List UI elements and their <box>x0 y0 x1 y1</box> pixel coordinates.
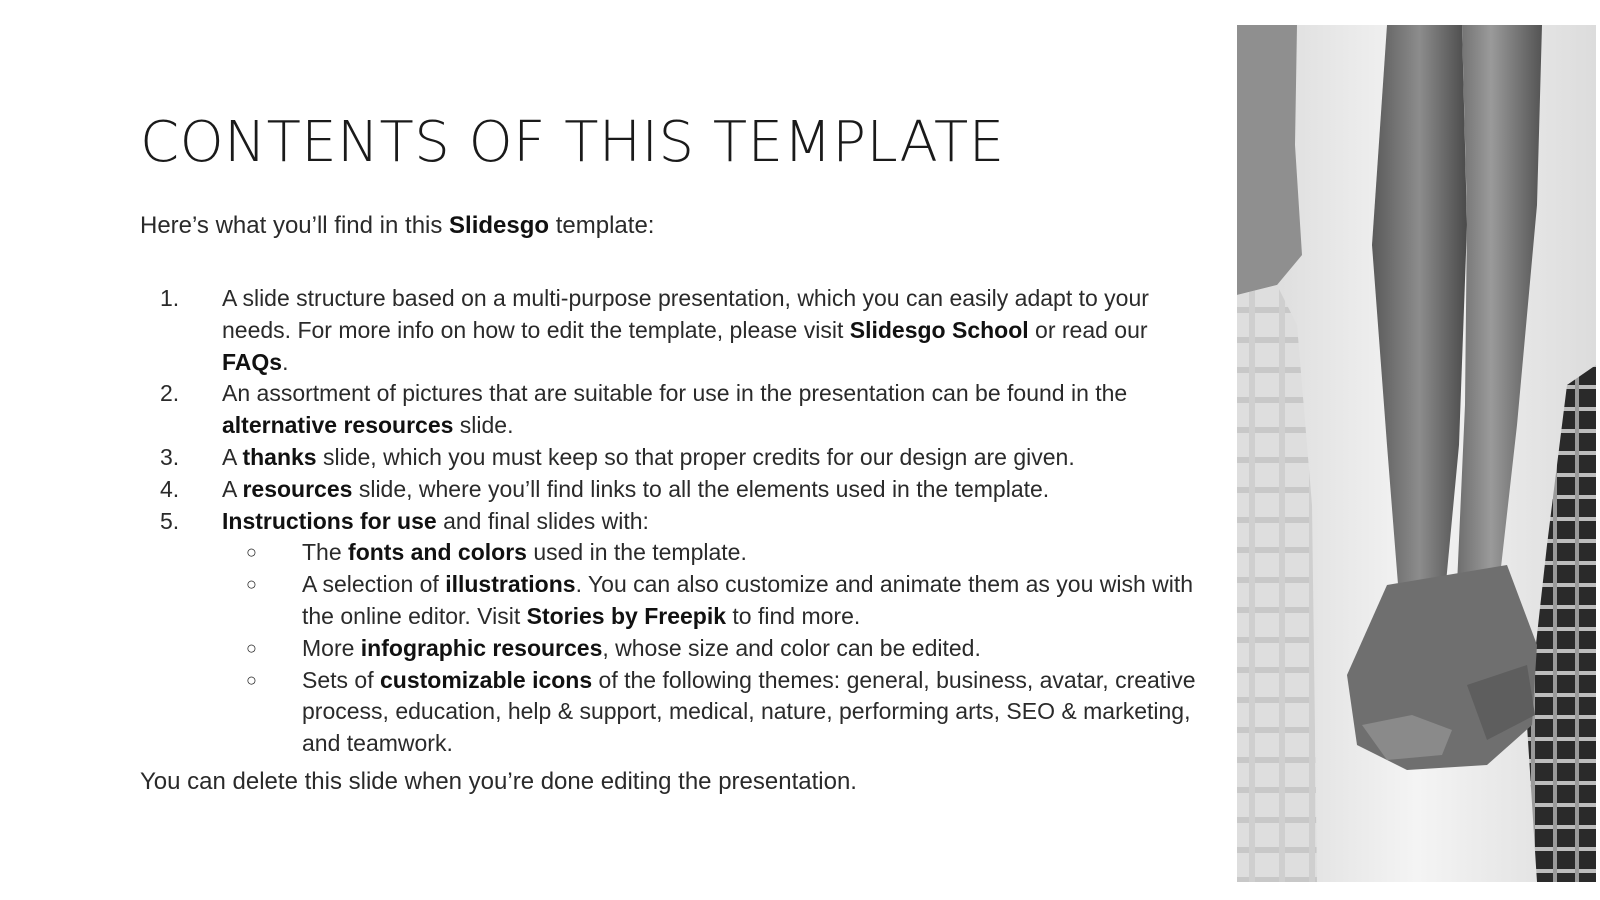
sub-list-item <box>140 537 1200 569</box>
intro-text-end: template: <box>549 212 655 239</box>
list-item <box>140 283 1200 378</box>
item-text: A slide structure based on a multi-purpose presentation, which you can easily adapt to your needs. For more info on how to edit the template, please visit <box>222 285 1149 343</box>
item-text: slide. <box>453 412 514 439</box>
item-bold: resources <box>242 475 353 502</box>
page-title: CONTENTS OF THIS TEMPLATE <box>140 110 1005 175</box>
item-bold: FAQs <box>222 348 283 375</box>
item-text: used in the template. <box>526 539 747 566</box>
item-text: A <box>222 443 243 470</box>
list-number: 5. <box>160 507 180 534</box>
intro-text <box>140 212 654 240</box>
item-text: of the following themes: general, business, avatar, creative process, education, help & support, medical, nature, performing arts, SEO & marketing, and teamwork. <box>302 666 1196 757</box>
item-bold: fonts and colors <box>348 539 527 566</box>
bullet-icon: ○ <box>246 637 257 658</box>
bullet-icon: ○ <box>246 574 257 595</box>
list-item <box>140 378 1200 442</box>
sub-list-item <box>140 569 1200 633</box>
brand-name: Slidesgo <box>449 212 550 239</box>
item-bold: Slidesgo School <box>849 316 1029 343</box>
item-bold: thanks <box>242 443 317 470</box>
sweater-sleeve <box>1237 25 1302 295</box>
item-text: or read our <box>1028 316 1148 343</box>
list-number: 4. <box>160 475 180 502</box>
item-bold: Instructions for use <box>222 507 437 534</box>
item-text: and final slides with: <box>436 507 649 534</box>
list-item <box>140 506 1200 538</box>
item-text: . <box>282 348 289 375</box>
holding-hands-photo <box>1237 25 1596 882</box>
item-text: Sets of <box>302 666 380 693</box>
bullet-icon: ○ <box>246 542 257 563</box>
intro-text-start: Here’s what you’ll find in this <box>140 212 450 239</box>
list-number: 1. <box>160 285 180 311</box>
item-text: More <box>302 634 361 661</box>
item-bold: customizable icons <box>379 666 593 693</box>
item-text: , whose size and color can be edited. <box>602 634 981 661</box>
photo-illustration <box>1237 25 1596 882</box>
item-bold: alternative resources <box>222 412 454 439</box>
item-text: The <box>302 539 349 566</box>
item-text: A <box>222 475 243 502</box>
list-item <box>140 474 1200 506</box>
sub-list-item <box>140 665 1200 760</box>
item-text: A selection of <box>302 571 446 598</box>
contents-list <box>140 283 1200 760</box>
item-text: . You can also customize and animate them as you wish with the online editor. Visit <box>302 571 1194 629</box>
item-bold: infographic resources <box>360 634 603 661</box>
bullet-icon: ○ <box>246 669 257 690</box>
list-number: 2. <box>160 380 180 407</box>
item-text: slide, which you must keep so that proper credits for our design are given. <box>316 443 1075 470</box>
list-number: 3. <box>160 443 180 470</box>
item-bold: illustrations <box>445 571 576 598</box>
item-text: An assortment of pictures that are suitable for use in the presentation can be found in the <box>222 380 1128 407</box>
item-text: slide, where you’ll find links to all the elements used in the template. <box>352 475 1050 502</box>
item-text: to find more. <box>726 602 861 629</box>
item-bold: Stories by Freepik <box>526 602 727 629</box>
list-item <box>140 442 1200 474</box>
footer-note: You can delete this slide when you’re done editing the presentation. <box>140 768 857 795</box>
sub-list-item <box>140 633 1200 665</box>
